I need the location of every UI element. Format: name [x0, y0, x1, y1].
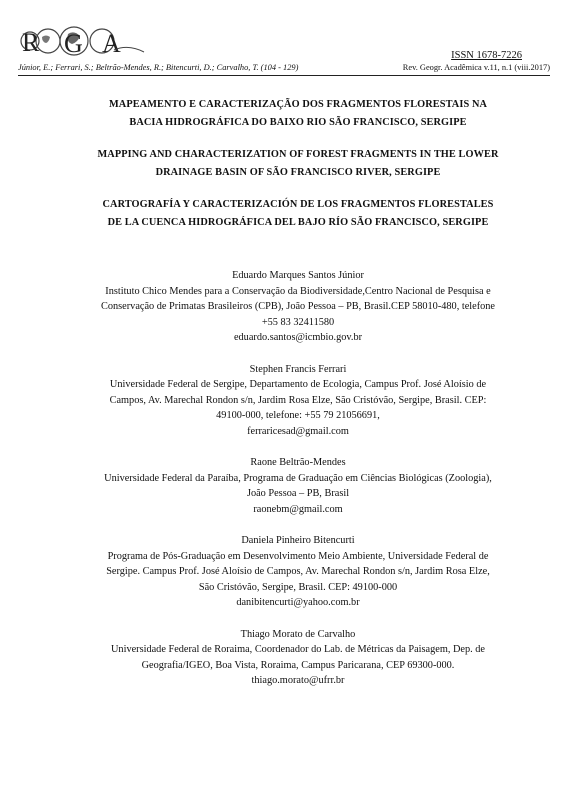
affiliation-line: São Cristóvão, Sergipe, Brasil. CEP: 49100-000	[198, 581, 398, 593]
title-english	[70, 146, 526, 182]
affiliation-line: 49100-000, telefone: +55 79 21056691,	[216, 410, 380, 421]
title-line: DE LA CUENCA HIDROGRÁFICA DEL BAJO RÍO SÃO FRANCISCO, SERGIPE	[107, 217, 489, 228]
affiliation-line: Programa de Pós-Graduação em Desenvolvimento Meio Ambiente, Universidade Federal de	[107, 550, 489, 562]
logo-letter-g: G	[64, 29, 83, 58]
author-name: Eduardo Marques Santos Júnior	[232, 270, 364, 281]
title-spanish	[70, 196, 526, 232]
affiliation-line: Universidade Federal de Sergipe, Departamento de Ecologia, Campus Prof. José Aloísio de	[109, 379, 487, 390]
affiliation-line: Conservação de Primatas Brasileiros (CPB), João Pessoa – PB, Brasil.CEP 58010-480, telefone	[101, 301, 495, 312]
affiliation-line: Geografia/IGEO, Boa Vista, Roraima, Campus Paricarana, CEP 69300-000.	[141, 659, 455, 671]
affiliation-line: João Pessoa – PB, Brasil	[246, 488, 350, 499]
affiliation-line: Instituto Chico Mendes para a Conservação da Biodiversidade,Centro Nacional de Pesquisa e	[105, 285, 491, 297]
affiliation-line: Sergipe. Campus Prof. José Aloísio de Campos, Av. Marechal Rondon s/n, Jardim Rosa Elze,	[106, 566, 490, 577]
citation: Júnior, E.; Ferrari, S.; Beltrão-Mendes, R.; Bitencurti, D.; Carvalho, T. (104 - 129)	[18, 63, 299, 72]
author-block	[90, 268, 506, 346]
title-line: BACIA HIDROGRÁFICA DO BAIXO RIO SÃO FRANCISCO, SERGIPE	[129, 117, 467, 128]
affiliation-line: Universidade Federal de Roraima, Coordenador do Lab. de Métricas da Paisagem, Dep. de	[111, 644, 485, 655]
author-block	[90, 362, 506, 440]
affiliation-line: Universidade Federal da Paraíba, Programa de Graduação em Ciências Biológicas (Zoologia),	[104, 472, 492, 484]
author-name: Daniela Pinheiro Bitencurti	[241, 535, 355, 546]
author-list	[90, 268, 506, 705]
author-email: eduardo.santos@icmbio.gov.br	[233, 332, 363, 343]
title-line: MAPPING AND CHARACTERIZATION OF FOREST FRAGMENTS IN THE LOWER	[97, 149, 499, 160]
author-name: Thiago Morato de Carvalho	[240, 628, 356, 640]
author-name: Stephen Francis Ferrari	[249, 363, 347, 375]
title-line: DRAINAGE BASIN OF SÃO FRANCISCO RIVER, SERGIPE	[155, 167, 441, 178]
affiliation-line: +55 83 32411580	[261, 316, 335, 328]
logo-letter-a: A	[102, 29, 121, 58]
issn: ISSN 1678-7226	[451, 50, 522, 61]
author-block	[90, 533, 506, 611]
author-block	[90, 455, 506, 517]
title-portuguese	[70, 96, 526, 132]
author-email: raonebm@gmail.com	[253, 503, 343, 515]
author-email: danibitencurti@yahoo.com.br	[236, 597, 360, 608]
affiliation-line: Campos, Av. Marechal Rondon s/n, Jardim Rosa Elze, São Cristóvão, Sergipe, Brasil. CEP:	[109, 394, 487, 406]
title-line: MAPEAMENTO E CARACTERIZAÇÃO DOS FRAGMENTOS FLORESTAIS NA	[108, 99, 488, 110]
author-name: Raone Beltrão-Mendes	[250, 457, 346, 468]
header-rule	[18, 75, 550, 76]
author-email: ferraricesad@gmail.com	[247, 425, 349, 437]
journal-logo	[18, 20, 158, 62]
author-email: thiago.morato@ufrr.br	[251, 675, 345, 686]
logo-letter-r: R	[22, 28, 40, 57]
journal-info: Rev. Geogr. Acadêmica v.11, n.1 (viii.2017)	[402, 63, 550, 72]
title-line: CARTOGRAFÍA Y CARACTERIZACIÓN DE LOS FRAGMENTOS FLORESTALES	[102, 199, 494, 210]
author-block	[90, 627, 506, 689]
